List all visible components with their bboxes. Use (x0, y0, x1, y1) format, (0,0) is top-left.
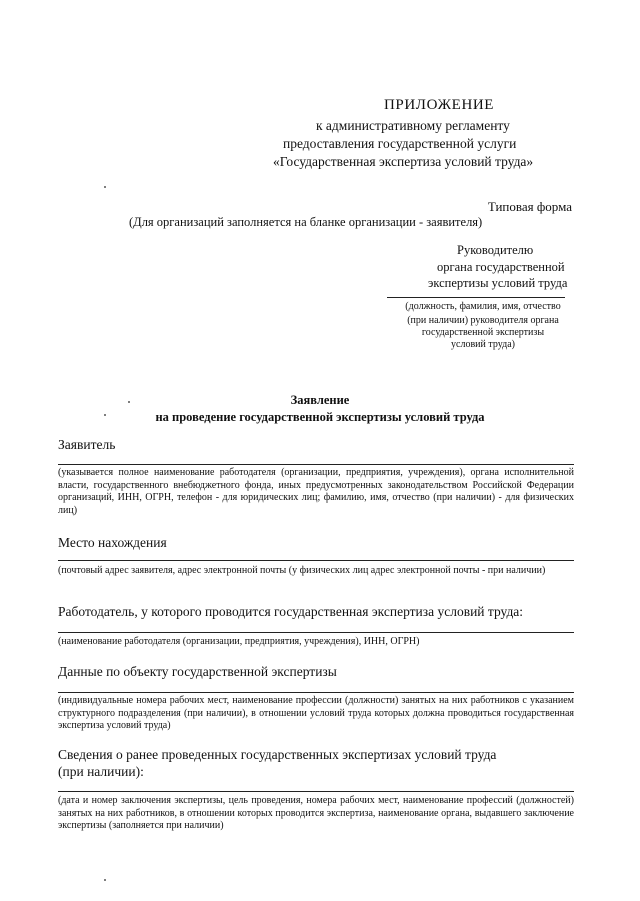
annex-line-1: к административному регламенту (316, 118, 510, 133)
scan-speck (104, 186, 106, 188)
document-title: Заявление (290, 393, 350, 407)
previous-exams-caption: (дата и номер заключения экспертизы, цель проведения, номера рабочих мест, наименование профессий (должностей) занятых на них работников, в отношении которых проводится экспертиза, наименование органа, выдавшего заключение экспертизы (заполняется при наличии) (58, 795, 574, 832)
previous-exams-fill-line[interactable] (58, 791, 574, 792)
organization-note: (Для организаций заполняется на бланке организации - заявителя) (129, 215, 483, 229)
employer-fill-line[interactable] (58, 632, 574, 633)
applicant-fill-line[interactable] (58, 464, 574, 465)
scan-speck (104, 414, 106, 416)
addressee-caption-1: (должность, фамилия, имя, отчество (405, 301, 561, 312)
applicant-caption: (указывается полное наименование работодателя (организации, предприятия, учреждения), органа исполнительной власти, государственного внебюджетного фонда, иных предусмотренных законодательством Российской Федерации организаций, ИНН, ОГРН, телефон - для юридических лиц; фамилию, имя, отчество (при наличии) - для физических лиц) (58, 467, 574, 517)
employer-label: Работодатель, у которого проводится государственная экспертиза условий труда: (58, 604, 524, 619)
annex-line-3: «Государственная экспертиза условий труда» (273, 154, 534, 169)
previous-exams-label-2: (при наличии): (58, 764, 144, 779)
applicant-label: Заявитель (58, 437, 116, 452)
addressee-caption-4: условий труда) (451, 339, 515, 350)
addressee-line-1: Руководителю (457, 243, 534, 257)
location-caption: (почтовый адрес заявителя, адрес электронной почты (у физических лиц адрес электронной почты - при наличии) (58, 565, 546, 576)
addressee-line-3: экспертизы условий труда (428, 276, 568, 290)
scan-speck (128, 401, 130, 403)
employer-caption: (наименование работодателя (организации, предприятия, учреждения), ИНН, ОГРН) (58, 636, 420, 647)
previous-exams-label: Сведения о ранее проведенных государственных экспертизах условий труда (58, 747, 497, 762)
addressee-caption-2: (при наличии) руководителя органа (407, 315, 559, 326)
form-type-label: Типовая форма (487, 199, 572, 214)
document-subtitle: на проведение государственной экспертизы условий труда (155, 410, 485, 424)
location-fill-line[interactable] (58, 560, 574, 561)
object-data-fill-line[interactable] (58, 692, 574, 693)
object-data-caption: (индивидуальные номера рабочих мест, наименование профессии (должности) занятых на них работников с указанием структурного подразделения (при наличии), в отношении условий труда которых должна проводиться государственная экспертиза условий труда) (58, 695, 574, 732)
addressee-caption-3: государственной экспертизы (421, 327, 545, 338)
annex-line-2: предоставления государственной услуги (283, 136, 517, 151)
annex-title: ПРИЛОЖЕНИЕ (384, 97, 495, 113)
location-label: Место нахождения (58, 535, 167, 550)
object-data-label: Данные по объекту государственной экспертизы (58, 664, 337, 679)
addressee-signature-line[interactable] (387, 297, 565, 298)
scan-speck (104, 879, 106, 881)
addressee-line-2: органа государственной (437, 260, 565, 274)
